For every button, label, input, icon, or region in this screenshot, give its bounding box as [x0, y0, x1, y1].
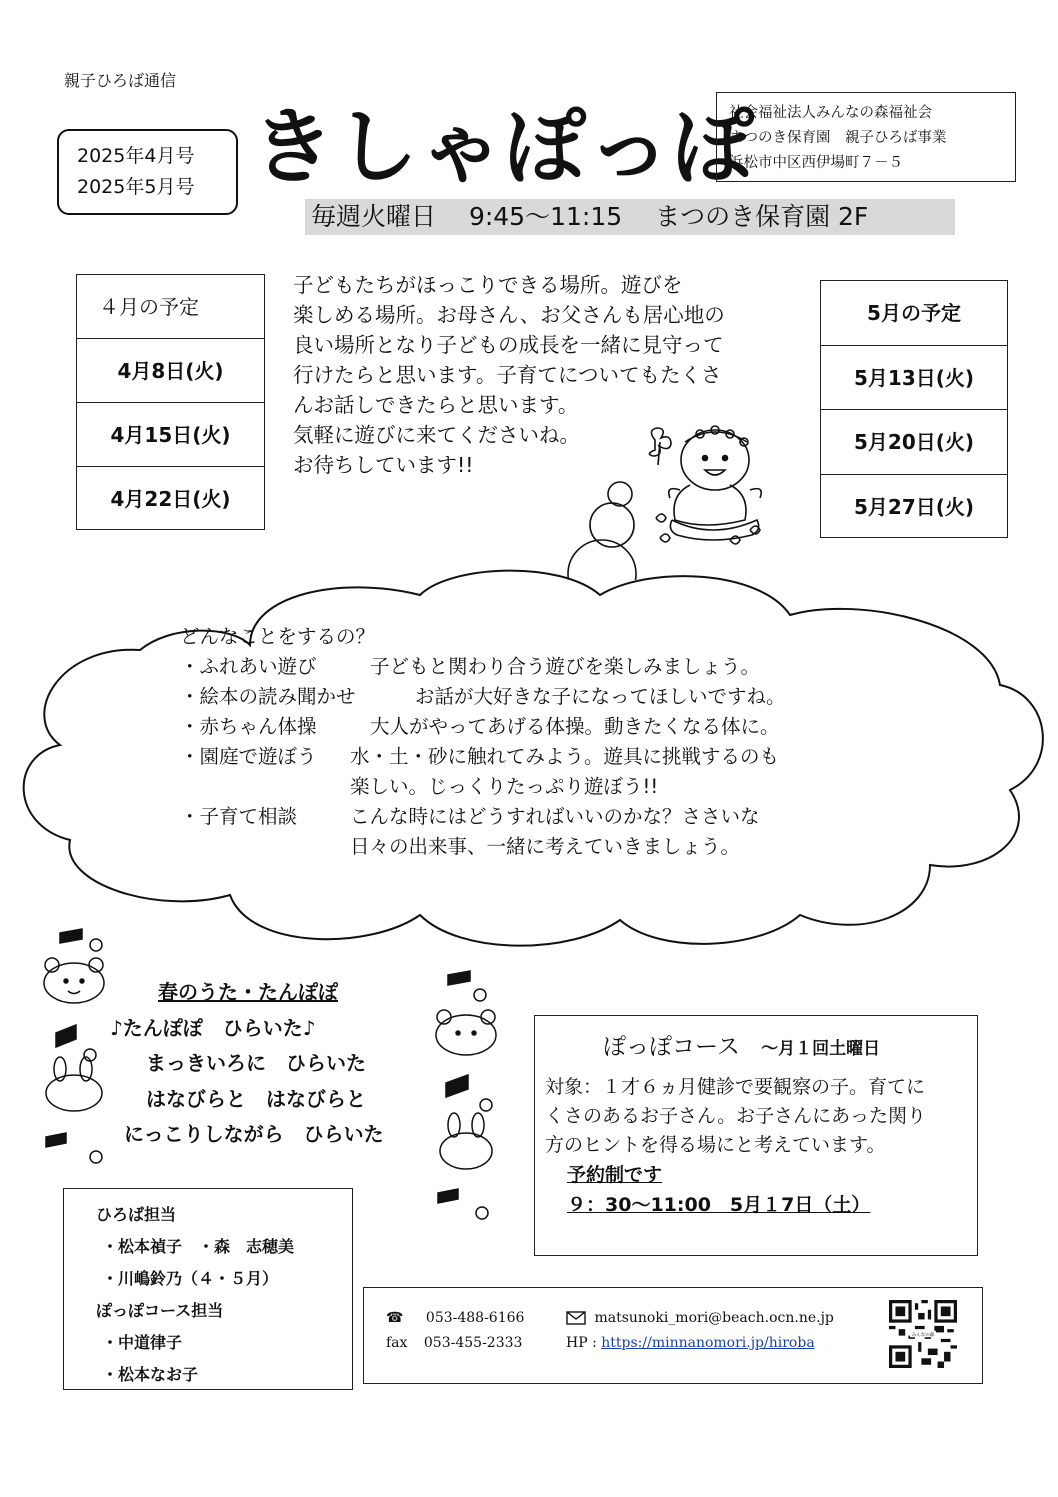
- staff-member: ・川嶋鈴乃（４・５月）: [102, 1269, 279, 1288]
- org-line: 浜松市中区西伊場町７－５: [729, 155, 903, 171]
- email-address[interactable]: matsunoki_mori@beach.ocn.ne.jp: [594, 1310, 834, 1326]
- poppo-title: ぽっぽコース: [603, 1034, 740, 1060]
- qr-caption: みんなの森: [911, 1332, 935, 1338]
- music-note-icon: [448, 971, 470, 985]
- song-line: まっきいろに ひらいた: [146, 1051, 366, 1075]
- rabbit-face-icon: [440, 1133, 492, 1169]
- music-note-icon: [60, 929, 82, 943]
- music-note-icon: [438, 1189, 458, 1203]
- may-date: 5月27日(火): [853, 494, 975, 519]
- spring-song: [110, 975, 430, 1153]
- song-line: ♪たんぽぽ ひらいた♪: [110, 1015, 316, 1040]
- staff-member: ・中道律子: [102, 1333, 183, 1352]
- flower-icon: [90, 1151, 102, 1163]
- homepage-link[interactable]: https://minnanomori.jp/hiroba: [601, 1335, 815, 1351]
- newsletter-label: 親子ひろば通信: [64, 71, 177, 90]
- phone-number: 053-488-6166: [425, 1310, 525, 1326]
- april-date: 4月8日(火): [77, 339, 264, 403]
- bear-face-icon: [44, 963, 104, 1003]
- reservation-note: 予約制です: [567, 1164, 663, 1186]
- homepage-row: [566, 1335, 815, 1351]
- april-schedule: [76, 274, 265, 530]
- music-note-icon: [46, 1133, 66, 1147]
- issue-line: 2025年4月号: [77, 145, 195, 167]
- envelope-icon: [566, 1311, 586, 1325]
- activity-name: ・子育て相談: [180, 805, 298, 828]
- org-line: 社会福祉法人みんなの森福祉会: [729, 105, 932, 121]
- bear-face-icon: [436, 1015, 496, 1055]
- intro-line: 気軽に遊びに来てくださいね。: [293, 423, 580, 447]
- fax-label: fax: [386, 1335, 408, 1351]
- staff-member: ・松本なお子: [102, 1365, 199, 1384]
- phone-row: [386, 1310, 524, 1326]
- may-heading: 5月の予定: [821, 281, 1007, 346]
- poppo-desc-line: 対象：１才６ヵ月健診で要観察の子。育てに: [545, 1076, 926, 1098]
- music-note-icon: [446, 1075, 468, 1097]
- decorative-border-right: [428, 965, 503, 1225]
- issue-line: 2025年5月号: [77, 176, 195, 198]
- activity-name: ・園庭で遊ぼう: [180, 745, 317, 768]
- poppo-subtitle: ～月１回土曜日: [761, 1039, 881, 1059]
- activity-desc: こんな時にはどうすればいいのかな？ささいな: [350, 805, 760, 828]
- flower-icon: [476, 1207, 488, 1219]
- poppo-desc-line: 方のヒントを得る場にと考えています。: [545, 1134, 886, 1156]
- staff-box: [63, 1188, 353, 1390]
- intro-line: 子どもたちがほっこりできる場所。遊びを: [293, 273, 683, 297]
- activity-desc: 大人がやってあげる体操。動きたくなる体に。: [370, 715, 780, 738]
- activity-item: [180, 682, 840, 712]
- april-date: 4月15日(火): [77, 403, 264, 467]
- intro-line: 良い場所となり子どもの成長を一緒に見守って: [293, 333, 724, 357]
- newsletter-title: きしゃぽっぽ: [252, 100, 757, 195]
- song-line: はなびらと はなびらと: [146, 1086, 366, 1111]
- april-date: 4月22日(火): [110, 487, 231, 511]
- poppo-title-row: [545, 1028, 967, 1061]
- activity-desc: 日々の出来事、一緒に考えていきましょう。: [350, 835, 741, 858]
- org-line: まつのき保育園 親子ひろば事業: [729, 130, 947, 146]
- may-date: 5月20日(火): [821, 410, 1007, 475]
- activity-name: ・赤ちゃん体操: [180, 715, 317, 738]
- activity-item: [180, 652, 840, 682]
- issue-box: [57, 129, 238, 215]
- song-title: 春のうた・たんぽぽ: [158, 980, 338, 1004]
- contact-box: [363, 1287, 983, 1384]
- poppo-desc-line: くさのあるお子さん。お子さんにあった関り: [545, 1105, 926, 1127]
- april-heading: ４月の予定: [77, 275, 264, 339]
- activity-desc: 水・土・砂に触れてみよう。遊具に挑戦するのも: [350, 745, 780, 768]
- may-schedule: [820, 280, 1008, 538]
- activity-name: ・ふれあい遊び: [180, 655, 317, 678]
- activity-item: [180, 712, 840, 742]
- intro-line: お待ちしています!!: [293, 453, 474, 477]
- activities-list: [180, 622, 840, 862]
- intro-line: 行けたらと思います。子育てについてもたくさ: [293, 363, 722, 387]
- song-line: にっこりしながら ひらいた: [124, 1122, 384, 1146]
- music-note-icon: [56, 1025, 76, 1047]
- activity-desc: 子どもと関わり合う遊びを楽しみましょう。: [370, 655, 761, 678]
- flower-icon: [90, 939, 102, 951]
- organization-box: [716, 92, 1016, 182]
- activity-desc: お話が大好きな子になってほしいですね。: [415, 685, 786, 708]
- activity-desc: 楽しい。じっくりたっぷり遊ぼう!!: [350, 775, 659, 798]
- poppo-datetime: ９：30～11:00 5月１7日（土）: [567, 1194, 871, 1216]
- rabbit-face-icon: [46, 1075, 102, 1111]
- intro-line: 楽しめる場所。お母さん、お父さんも居心地の: [293, 303, 725, 327]
- may-date: 5月13日(火): [821, 346, 1007, 411]
- poppo-staff-heading: ぽっぽコース担当: [96, 1301, 224, 1320]
- staff-member: ・松本禎子 ・森 志穂美: [102, 1237, 295, 1256]
- activity-item: [180, 742, 840, 772]
- schedule-banner: 毎週火曜日 9:45～11:15 まつのき保育園 2F: [305, 199, 955, 235]
- poppo-description: [545, 1073, 967, 1160]
- activity-name: ・絵本の読み聞かせ: [180, 685, 356, 708]
- flower-icon: [480, 1099, 492, 1111]
- fax-row: [386, 1335, 522, 1351]
- phone-icon: ☎: [386, 1310, 404, 1326]
- flower-icon: [474, 989, 486, 1001]
- thought-bubble: [590, 503, 634, 547]
- qr-code-icon[interactable]: [889, 1300, 957, 1368]
- email-row: [566, 1310, 834, 1326]
- hp-label: HP :: [566, 1335, 597, 1351]
- decorative-border-left: [38, 925, 113, 1170]
- hiroba-staff-heading: ひろば担当: [96, 1205, 177, 1224]
- activity-item: [180, 802, 840, 832]
- thought-bubble: [608, 482, 632, 506]
- poppo-course-box: [534, 1015, 978, 1256]
- fax-number: 053-455-2333: [423, 1335, 523, 1351]
- activities-question: どんなことをするの？: [180, 625, 376, 648]
- clover-icon: [649, 428, 671, 456]
- intro-line: んお話しできたらと思います。: [293, 393, 579, 417]
- poppo-reservation: [545, 1160, 967, 1220]
